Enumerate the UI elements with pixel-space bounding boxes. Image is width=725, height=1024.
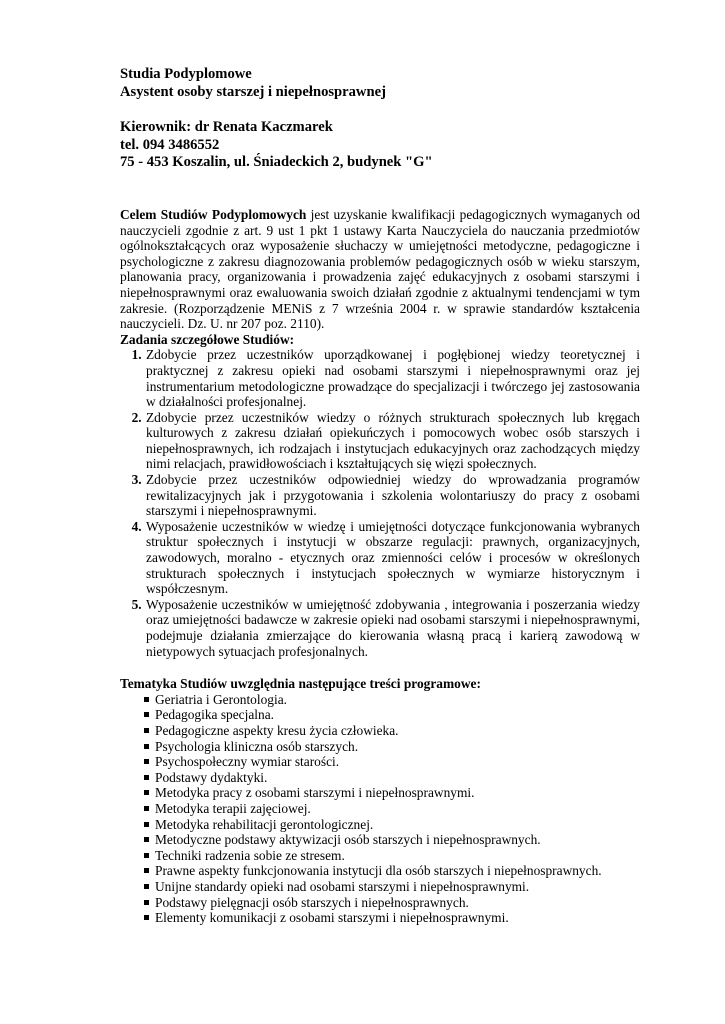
topic-item <box>144 832 640 848</box>
square-bullet-icon <box>144 806 149 811</box>
program-goal-lead: Celem Studiów Podyplomowych <box>120 206 307 222</box>
topic-item <box>144 770 640 786</box>
topic-label: Geriatria i Gerontologia. <box>155 691 287 707</box>
topic-item <box>144 817 640 833</box>
document-page <box>120 66 640 926</box>
topic-label: Metodyka pracy z osobami starszymi i niepełnosprawnymi. <box>155 785 475 801</box>
topic-item <box>144 692 640 708</box>
square-bullet-icon <box>144 712 149 717</box>
topic-label: Metodyka rehabilitacji gerontologicznej. <box>155 816 374 832</box>
topic-label: Pedagogiczne aspekty kresu życia człowieka. <box>155 722 399 738</box>
program-manager: Kierownik: dr Renata Kaczmarek <box>120 119 333 136</box>
square-bullet-icon <box>144 853 149 858</box>
topic-label: Prawne aspekty funkcjonowania instytucji dla osób starszych i niepełnosprawnych. <box>155 863 602 879</box>
square-bullet-icon <box>144 915 149 920</box>
square-bullet-icon <box>144 775 149 780</box>
topic-item <box>144 848 640 864</box>
topic-label: Elementy komunikacji z osobami starszymi i niepełnosprawnymi. <box>155 910 509 926</box>
topic-item <box>144 739 640 755</box>
tasks-heading: Zadania szczegółowe Studiów: <box>120 331 295 347</box>
topic-item <box>144 707 640 723</box>
contact-phone: tel. 094 3486552 <box>120 136 220 153</box>
square-bullet-icon <box>144 697 149 702</box>
square-bullet-icon <box>144 744 149 749</box>
topics-heading: Tematyka Studiów uwzględnia następujące treści programowe: <box>120 676 481 692</box>
topic-label: Metodyczne podstawy aktywizacji osób starszych i niepełnosprawnych. <box>155 832 541 848</box>
spacer <box>120 172 640 207</box>
topic-label: Psychospołeczny wymiar starości. <box>155 754 340 770</box>
square-bullet-icon <box>144 884 149 889</box>
spacer <box>120 101 640 119</box>
spacer <box>120 659 640 676</box>
topics-list <box>120 692 640 926</box>
topic-item <box>144 723 640 739</box>
topic-label: Psychologia kliniczna osób starszych. <box>155 738 359 754</box>
task-item: 2. Zdobycie przez uczestników wiedzy o różnych strukturach społecznych lub kręgach kulturowych z zakresu działań opiekuńczych i pomocowych wobec osób starszych i niepełnosprawnych, ich rodzajach i instytucjach edukacyjnych oraz zachodzących między nimi relacjach, prawidłowościach i kształtujących się więzi społecznych. <box>145 410 640 472</box>
topic-item <box>144 895 640 911</box>
square-bullet-icon <box>144 868 149 873</box>
topic-label: Pedagogika specjalna. <box>155 707 274 723</box>
program-goal-paragraph <box>120 207 640 332</box>
topic-label: Podstawy pielęgnacji osób starszych i niepełnosprawnych. <box>155 894 469 910</box>
task-item: 5. Wyposażenie uczestników w umiejętność zdobywania , integrowania i poszerzania wiedzy oraz umiejętności badawcze w zakresie opieki nad osobami starszymi i niepełnosprawnymi, podejmuje działania zmierzające do kierowania własną pracą i karierą zawodową w nietypowych sytuacjach profesjonalnych. <box>145 597 640 659</box>
task-item: 1. Zdobycie przez uczestników uporządkowanej i pogłębionej wiedzy teoretycznej i praktycznej z zakresu opieki nad osobami starszymi i niepełnosprawnymi oraz jej instrumentarium metodologiczne prowadzące do specjalizacji i twórczego jej zastosowania w działalności profesjonalnej. <box>145 347 640 409</box>
topic-item <box>144 801 640 817</box>
topic-label: Metodyka terapii zajęciowej. <box>155 800 311 816</box>
square-bullet-icon <box>144 790 149 795</box>
topic-label: Unijne standardy opieki nad osobami starszymi i niepełnosprawnymi. <box>155 878 530 894</box>
task-item: 3. Zdobycie przez uczestników odpowiedniej wiedzy do wprowadzania programów rewitalizacyjnych jak i przygotowania i szkolenia wolontariuszy do pracy z osobami starszymi i niepełnosprawnymi. <box>145 472 640 519</box>
topic-item <box>144 910 640 926</box>
square-bullet-icon <box>144 822 149 827</box>
document-header <box>120 66 640 172</box>
program-goal-text: jest uzyskanie kwalifikacji pedagogicznych wymaganych od nauczycieli zgodnie z art. 9 ust 1 pkt 1 ustawy Karta Nauczyciela do nauczania przedmiotów ogólnokształcących oraz wyposażenie słuchaczy w umiejętności metodyczne, pedagogiczne i psychologiczne z zakresu diagnozowania problemów pedagogicznych osób w wieku starszym, planowania pracy, organizowania i prowadzenia zajęć edukacyjnych z osobami starszymi i niepełnosprawnymi oraz ewaluowania swoich działań zgodnie z aktualnymi tendencjami w tym zakresie. (Rozporządzenie MENiS z 7 września 2004 r. w sprawie standardów kształcenia nauczycieli. Dz. U. nr 207 poz. 2110). <box>120 206 640 332</box>
topic-item <box>144 879 640 895</box>
square-bullet-icon <box>144 759 149 764</box>
program-type: Studia Podyplomowe <box>120 66 252 82</box>
square-bullet-icon <box>144 728 149 733</box>
task-item: 4. Wyposażenie uczestników w wiedzę i umiejętności dotyczące funkcjonowania wybranych struktur społecznych i instytucji w obszarze regulacji: prawnych, organizacyjnych, zawodowych, moralno - etycznych oraz zmienności celów i procesów w określonych strukturach społecznych i instytucjach społecznych w wymiarze historycznym i współczesnym. <box>145 519 640 597</box>
square-bullet-icon <box>144 837 149 842</box>
topic-label: Podstawy dydaktyki. <box>155 769 268 785</box>
topic-item <box>144 785 640 801</box>
contact-address: 75 - 453 Koszalin, ul. Śniadeckich 2, budynek "G" <box>120 154 433 171</box>
topic-label: Techniki radzenia sobie ze stresem. <box>155 847 345 863</box>
tasks-list <box>120 347 640 659</box>
square-bullet-icon <box>144 900 149 905</box>
program-title: Asystent osoby starszej i niepełnosprawnej <box>120 83 386 100</box>
topic-item <box>144 754 640 770</box>
topic-item <box>144 863 640 879</box>
